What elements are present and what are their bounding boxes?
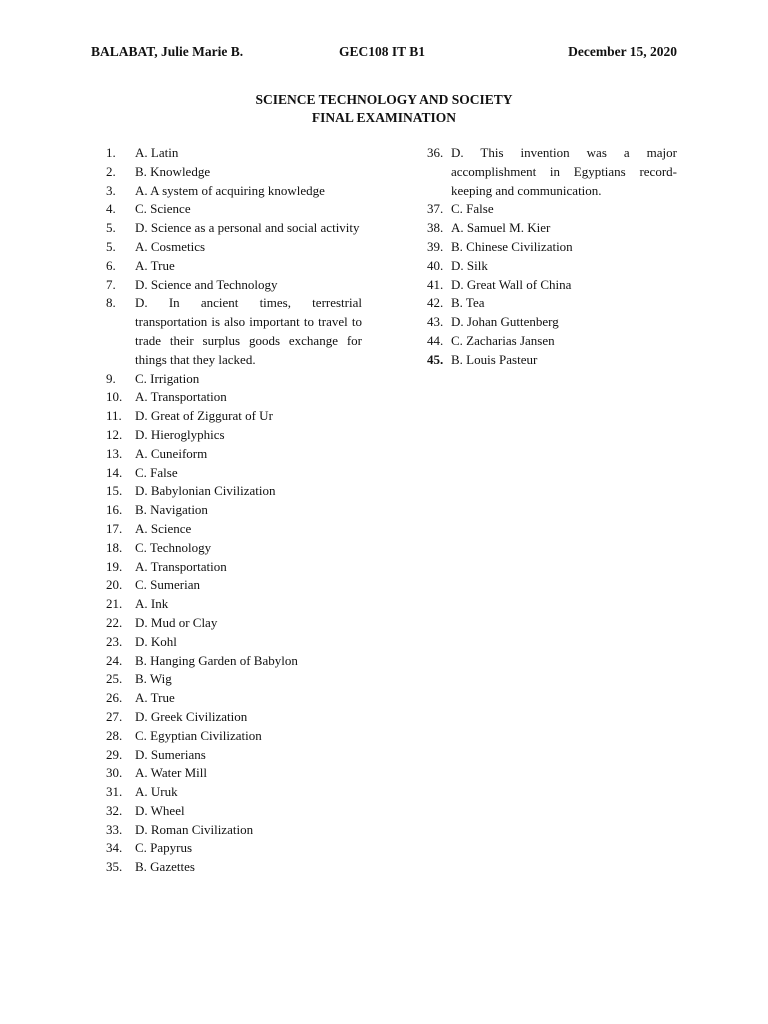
answer-number: 40. [427, 257, 444, 273]
answer-item [106, 614, 362, 633]
answer-item [106, 821, 362, 840]
answer-item [106, 652, 362, 671]
answer-item [427, 276, 677, 295]
answer-number: 20. [106, 577, 123, 593]
answer-item [106, 595, 362, 614]
answer-item [106, 144, 362, 163]
answer-item [427, 294, 677, 313]
answer-number: 1. [106, 145, 116, 160]
answer-item [427, 351, 677, 370]
answer-number: 19. [106, 558, 123, 574]
answer-item [427, 238, 677, 257]
answer-text: A. Samuel M. Kier [451, 220, 551, 236]
answer-item [106, 670, 362, 689]
answer-text: C. Sumerian [135, 577, 200, 593]
answer-number: 18. [106, 539, 123, 555]
answer-number: 12. [106, 426, 123, 442]
answer-item [427, 219, 677, 238]
answer-number: 33. [106, 821, 123, 837]
answer-text: A. True [135, 690, 175, 706]
answer-text: D. Babylonian Civilization [135, 483, 276, 499]
answer-item [106, 802, 362, 821]
answer-item [106, 501, 362, 520]
answer-number: 42. [427, 295, 444, 311]
answer-item [106, 219, 362, 238]
answer-text: A. Transportation [135, 558, 227, 574]
answer-number: 25. [106, 671, 123, 687]
answer-item [106, 482, 362, 501]
answer-number: 16. [106, 502, 123, 518]
answer-text: D. Science as a personal and social activity [135, 220, 360, 236]
answer-number: 8. [106, 295, 116, 311]
answer-item [106, 520, 362, 539]
answer-item [427, 332, 677, 351]
answer-number: 9. [106, 370, 116, 386]
answer-number: 2. [106, 163, 116, 179]
answer-number: 22. [106, 614, 123, 630]
answer-item [106, 182, 362, 201]
answer-text: D. Johan Guttenberg [451, 314, 559, 330]
answer-number: 39. [427, 238, 444, 254]
answer-number: 36. [427, 145, 444, 160]
answer-item [106, 445, 362, 464]
answer-number: 6. [106, 257, 116, 273]
answer-item [427, 200, 677, 219]
answer-number: 45. [427, 351, 444, 367]
answer-text: D. Science and Technology [135, 276, 278, 292]
answer-item [106, 257, 362, 276]
answer-text: D. Mud or Clay [135, 614, 218, 630]
answer-number: 23. [106, 633, 123, 649]
answers-column-left [106, 144, 362, 877]
answer-text: A. Ink [135, 596, 169, 612]
answer-text: D. Wheel [135, 802, 185, 818]
answer-text: C. Egyptian Civilization [135, 727, 262, 743]
answer-text: B. Chinese Civilization [451, 238, 573, 254]
answer-text: A. Uruk [135, 784, 178, 800]
answer-text: D. This invention was a major accomplishment in Egyptians record-keeping and communication. [451, 145, 677, 198]
answer-item [106, 783, 362, 802]
answer-item [106, 238, 362, 257]
answer-text: B. Louis Pasteur [451, 351, 538, 367]
answer-text: A. Cosmetics [135, 238, 206, 254]
answer-number: 31. [106, 784, 123, 800]
answer-text: C. False [135, 464, 178, 480]
answer-number: 41. [427, 276, 444, 292]
answer-number: 26. [106, 690, 123, 706]
answer-text: A. Water Mill [135, 765, 208, 781]
answers-column-right [427, 144, 677, 370]
course-code: GEC108 IT B1 [339, 44, 426, 59]
answer-text: D. Silk [451, 257, 488, 273]
answer-text: A. Science [135, 520, 192, 536]
student-name: BALABAT, Julie Marie B. [91, 44, 244, 59]
answer-text: B. Gazettes [135, 859, 195, 875]
answer-item [106, 576, 362, 595]
answer-number: 10. [106, 389, 123, 405]
answer-text: A. True [135, 257, 175, 273]
answer-number: 4. [106, 201, 116, 217]
answer-text: D. Greek Civilization [135, 708, 248, 724]
answer-number: 13. [106, 445, 123, 461]
answer-number: 44. [427, 332, 444, 348]
answer-item [427, 144, 677, 200]
answer-item [106, 689, 362, 708]
document-subtitle: FINAL EXAMINATION [311, 110, 457, 125]
answer-number: 38. [427, 220, 444, 236]
answer-number: 7. [106, 276, 116, 292]
answer-text: A. Latin [135, 145, 179, 160]
answer-number: 28. [106, 727, 123, 743]
answer-number: 35. [106, 859, 123, 875]
answer-number: 30. [106, 765, 123, 781]
answer-number: 32. [106, 802, 123, 818]
answer-text: A. A system of acquiring knowledge [135, 182, 325, 198]
answer-item [427, 257, 677, 276]
answer-text: D. Hieroglyphics [135, 426, 225, 442]
answer-number: 5. [106, 238, 116, 254]
answer-item [106, 370, 362, 389]
answer-item [106, 558, 362, 577]
answer-number: 29. [106, 746, 123, 762]
answer-number: 14. [106, 464, 123, 480]
answer-item [106, 633, 362, 652]
answer-text: B. Navigation [135, 502, 208, 518]
answer-text: D. Kohl [135, 633, 177, 649]
answer-item [106, 426, 362, 445]
answer-number: 5. [106, 220, 116, 236]
answer-text: C. Irrigation [135, 370, 200, 386]
answer-item [106, 727, 362, 746]
answer-item [106, 407, 362, 426]
answer-text: D. Great Wall of China [451, 276, 572, 292]
answer-number: 15. [106, 483, 123, 499]
answer-number: 11. [106, 408, 122, 424]
answer-number: 27. [106, 708, 123, 724]
answer-text: C. Science [135, 201, 191, 217]
answer-number: 24. [106, 652, 123, 668]
exam-date: December 15, 2020 [568, 44, 677, 59]
answer-number: 21. [106, 596, 123, 612]
answer-number: 3. [106, 182, 116, 198]
answer-text: A. Transportation [135, 389, 227, 405]
answer-item [106, 708, 362, 727]
answer-text: B. Wig [135, 671, 172, 687]
answer-number: 34. [106, 840, 123, 856]
answer-item [106, 839, 362, 858]
answer-item [106, 388, 362, 407]
answer-text: A. Cuneiform [135, 445, 208, 461]
answer-text: B. Hanging Garden of Babylon [135, 652, 298, 668]
answer-text: D. Roman Civilization [135, 821, 254, 837]
answer-item [106, 163, 362, 182]
answer-text: D. Great of Ziggurat of Ur [135, 408, 273, 424]
answer-text: B. Knowledge [135, 163, 211, 179]
answer-text: B. Tea [451, 295, 485, 311]
answer-item [106, 294, 362, 369]
document-title: SCIENCE TECHNOLOGY AND SOCIETY [255, 92, 513, 107]
answer-item [106, 539, 362, 558]
answer-text: C. Papyrus [135, 840, 193, 856]
answer-item [106, 746, 362, 765]
answer-item [106, 200, 362, 219]
answer-text: D. In ancient times, terrestrial transportation is also important to travel to trade their surplus goods exchange for things that they lacked. [135, 295, 362, 367]
answer-text: C. False [451, 201, 494, 217]
answer-item [427, 313, 677, 332]
answer-item [106, 764, 362, 783]
answer-item [106, 858, 362, 877]
answer-item [106, 464, 362, 483]
answer-text: C. Zacharias Jansen [451, 332, 555, 348]
answer-number: 17. [106, 520, 123, 536]
answer-item [106, 276, 362, 295]
answer-text: D. Sumerians [135, 746, 206, 762]
answer-text: C. Technology [135, 539, 212, 555]
answer-number: 43. [427, 314, 444, 330]
answer-number: 37. [427, 201, 444, 217]
